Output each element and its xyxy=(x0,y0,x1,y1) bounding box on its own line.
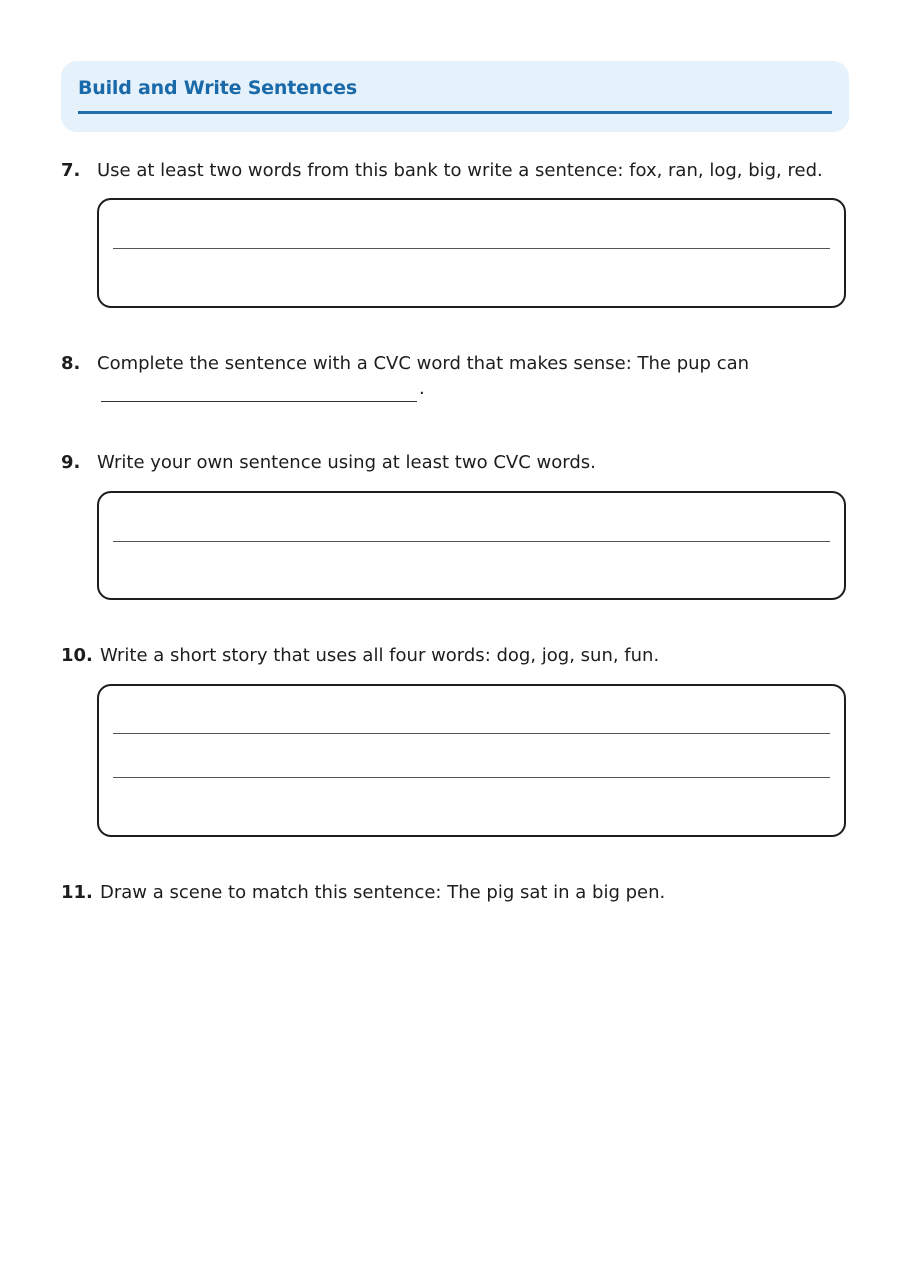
question-number: 11. xyxy=(61,882,93,903)
fill-in-blank[interactable] xyxy=(101,401,417,402)
header-underline xyxy=(78,111,832,114)
question-text: Use at least two words from this bank to write a sentence: fox, ran, log, big, red. xyxy=(97,160,823,181)
section-header xyxy=(61,61,849,132)
question-text: Complete the sentence with a CVC word that makes sense: The pup can xyxy=(97,353,750,374)
question-11 xyxy=(61,878,851,907)
writing-line[interactable] xyxy=(113,248,830,249)
question-text: Write your own sentence using at least two CVC words. xyxy=(97,452,596,473)
question-number: 10. xyxy=(61,645,93,666)
blank-period: . xyxy=(419,378,425,399)
answer-box-7[interactable] xyxy=(97,198,846,308)
writing-line[interactable] xyxy=(113,733,830,734)
question-text: Write a short story that uses all four words: dog, jog, sun, fun. xyxy=(100,645,660,666)
question-7 xyxy=(61,156,851,185)
question-9 xyxy=(61,448,851,477)
question-10 xyxy=(61,641,851,670)
section-title: Build and Write Sentences xyxy=(78,77,357,99)
question-number: 8. xyxy=(61,353,81,374)
answer-box-9[interactable] xyxy=(97,491,846,600)
answer-box-10[interactable] xyxy=(97,684,846,837)
drawing-area[interactable] xyxy=(61,920,849,1250)
question-text: Draw a scene to match this sentence: The pig sat in a big pen. xyxy=(100,882,666,903)
writing-line[interactable] xyxy=(113,777,830,778)
question-number: 9. xyxy=(61,452,81,473)
question-number: 7. xyxy=(61,160,81,181)
writing-line[interactable] xyxy=(113,541,830,542)
question-8 xyxy=(61,349,851,378)
